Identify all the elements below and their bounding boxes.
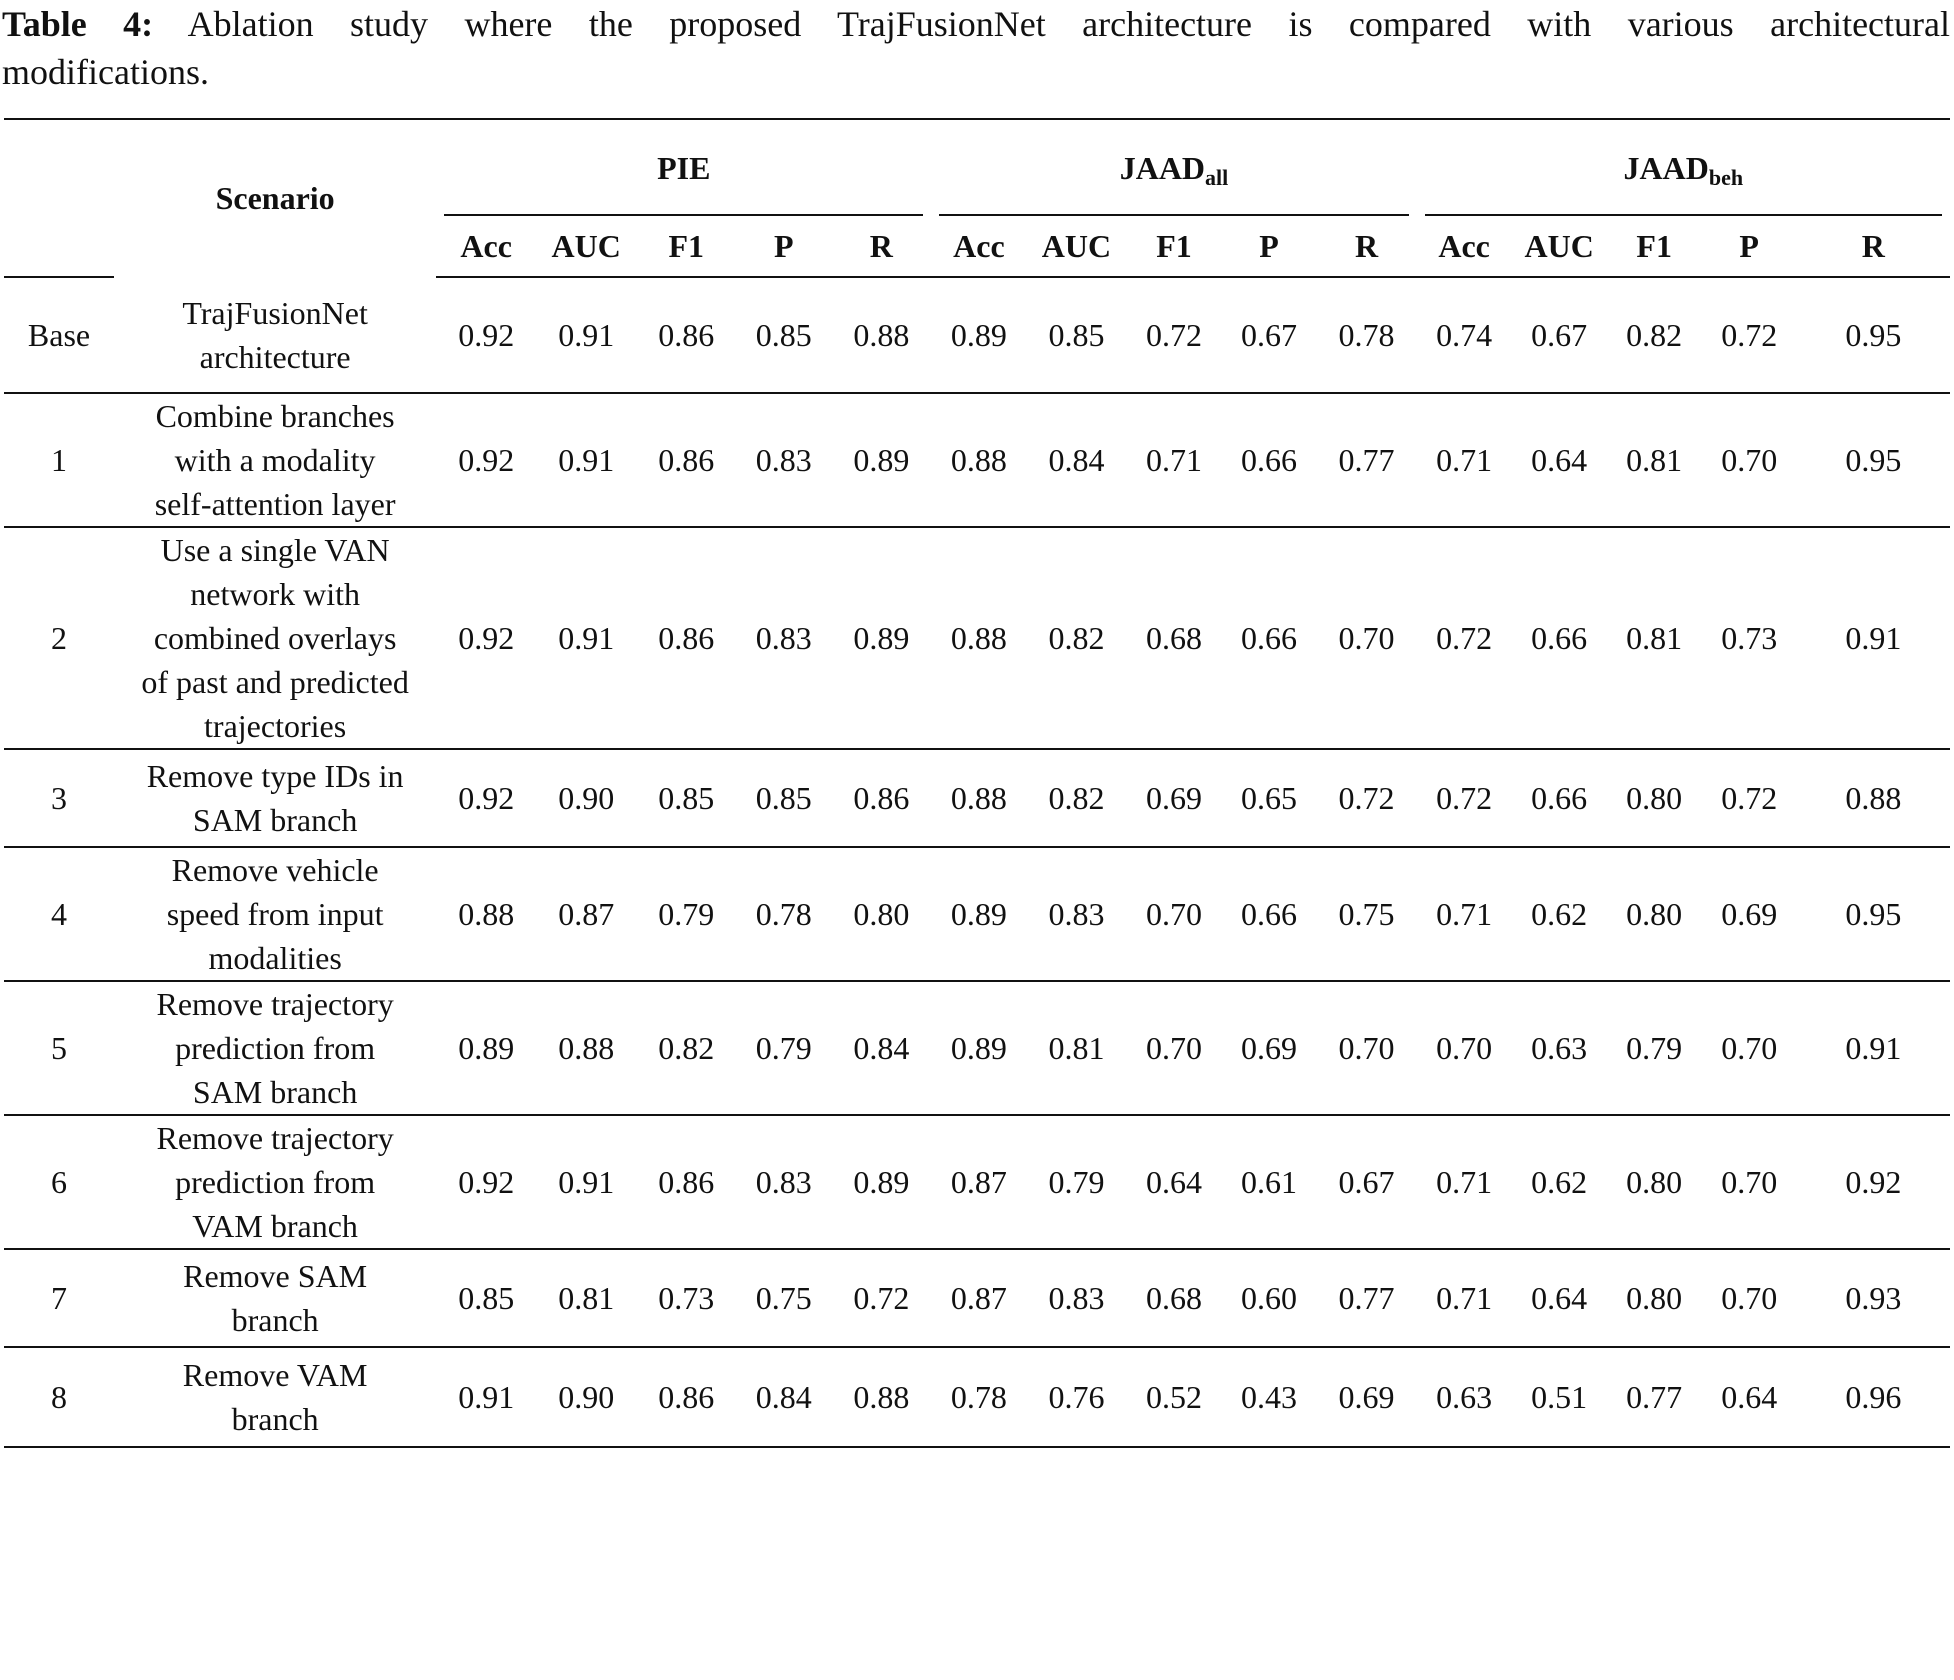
scenario-id: 2 <box>4 527 114 749</box>
metric-value: 0.66 <box>1512 527 1607 749</box>
metric-value: 0.51 <box>1512 1347 1607 1447</box>
metric-value: 0.78 <box>1317 277 1417 393</box>
metric-value: 0.86 <box>636 527 736 749</box>
metric-header-f1: F1 <box>1607 216 1702 277</box>
metric-value: 0.73 <box>1702 527 1797 749</box>
metric-value: 0.72 <box>831 1249 931 1347</box>
metric-value: 0.72 <box>1317 749 1417 847</box>
metric-header-acc: Acc <box>931 216 1026 277</box>
metric-header-p: P <box>736 216 831 277</box>
metric-value: 0.71 <box>1417 1249 1512 1347</box>
metric-value: 0.88 <box>831 277 931 393</box>
scenario-id: 3 <box>4 749 114 847</box>
metric-value: 0.89 <box>931 277 1026 393</box>
scenario-description <box>114 1115 436 1249</box>
header-row-groups <box>4 119 1950 216</box>
metric-value: 0.63 <box>1417 1347 1512 1447</box>
scenario-description-line: modalities <box>208 940 342 976</box>
metric-value: 0.86 <box>636 277 736 393</box>
table-row <box>4 393 1950 527</box>
metric-value: 0.72 <box>1417 749 1512 847</box>
scenario-description-line: TrajFusionNet <box>182 294 368 331</box>
scenario-description <box>114 277 436 393</box>
metric-value: 0.96 <box>1797 1347 1950 1447</box>
metric-header-p: P <box>1702 216 1797 277</box>
metric-value: 0.85 <box>636 749 736 847</box>
metric-value: 0.69 <box>1702 847 1797 981</box>
group-main: JAAD <box>1119 149 1206 186</box>
metric-value: 0.79 <box>1607 981 1702 1115</box>
metric-value: 0.89 <box>831 1115 931 1249</box>
metric-value: 0.81 <box>1026 981 1126 1115</box>
metric-value: 0.78 <box>736 847 831 981</box>
scenario-description-line: Remove trajectory <box>156 986 394 1022</box>
metric-value: 0.43 <box>1221 1347 1316 1447</box>
metric-value: 0.67 <box>1512 277 1607 393</box>
metric-value: 0.90 <box>536 749 636 847</box>
metric-value: 0.60 <box>1221 1249 1316 1347</box>
scenario-description-line: SAM branch <box>192 802 358 838</box>
metric-value: 0.81 <box>536 1249 636 1347</box>
metric-value: 0.92 <box>436 393 536 527</box>
group-main: PIE <box>657 149 711 186</box>
metric-value: 0.88 <box>931 393 1026 527</box>
scenario-description <box>114 981 436 1115</box>
scenario-description-line: Remove SAM <box>183 1258 368 1294</box>
metric-value: 0.83 <box>1026 1249 1126 1347</box>
metric-value: 0.79 <box>736 981 831 1115</box>
metric-value: 0.61 <box>1221 1115 1316 1249</box>
metric-value: 0.91 <box>436 1347 536 1447</box>
metric-value: 0.52 <box>1126 1347 1221 1447</box>
metric-value: 0.71 <box>1126 393 1221 527</box>
metric-value: 0.89 <box>931 847 1026 981</box>
header-group-jaad-all <box>931 119 1416 216</box>
metric-value: 0.77 <box>1607 1347 1702 1447</box>
metric-value: 0.78 <box>931 1347 1026 1447</box>
table-row <box>4 277 1950 393</box>
metric-value: 0.70 <box>1702 981 1797 1115</box>
metric-value: 0.70 <box>1702 1115 1797 1249</box>
table-body <box>4 277 1950 1447</box>
metric-value: 0.70 <box>1417 981 1512 1115</box>
group-sub: beh <box>1708 164 1744 190</box>
scenario-description <box>114 393 436 527</box>
header-id-spacer-2 <box>4 216 114 277</box>
metric-value: 0.82 <box>1026 527 1126 749</box>
metric-value: 0.93 <box>1797 1249 1950 1347</box>
metric-value: 0.89 <box>831 527 931 749</box>
scenario-description-line: Remove VAM <box>182 1357 368 1393</box>
metric-value: 0.88 <box>436 847 536 981</box>
table-row <box>4 1347 1950 1447</box>
metric-value: 0.88 <box>931 749 1026 847</box>
metric-value: 0.84 <box>736 1347 831 1447</box>
metric-value: 0.66 <box>1221 393 1316 527</box>
metric-value: 0.72 <box>1702 749 1797 847</box>
scenario-description-line: prediction from <box>175 1164 376 1200</box>
metric-value: 0.73 <box>636 1249 736 1347</box>
scenario-description-line: architecture <box>199 338 351 375</box>
metric-value: 0.79 <box>636 847 736 981</box>
metric-value: 0.91 <box>1797 981 1950 1115</box>
metric-value: 0.91 <box>536 393 636 527</box>
scenario-description-line: of past and predicted <box>141 664 409 700</box>
group-rule <box>939 214 1408 216</box>
metric-value: 0.95 <box>1797 393 1950 527</box>
scenario-description-line: combined overlays <box>153 620 397 656</box>
scenario-description-line: Use a single VAN <box>160 532 390 568</box>
table-row <box>4 1249 1950 1347</box>
metric-value: 0.87 <box>931 1115 1026 1249</box>
table-row <box>4 527 1950 749</box>
metric-value: 0.89 <box>436 981 536 1115</box>
metric-header-auc: AUC <box>1026 216 1126 277</box>
group-rule <box>444 214 923 216</box>
metric-value: 0.95 <box>1797 277 1950 393</box>
metric-value: 0.64 <box>1512 393 1607 527</box>
metric-value: 0.62 <box>1512 847 1607 981</box>
metric-value: 0.64 <box>1702 1347 1797 1447</box>
scenario-description-line: prediction from <box>175 1030 376 1066</box>
metric-value: 0.83 <box>736 393 831 527</box>
metric-value: 0.89 <box>831 393 931 527</box>
metric-value: 0.95 <box>1797 847 1950 981</box>
metric-value: 0.62 <box>1512 1115 1607 1249</box>
metric-value: 0.83 <box>736 1115 831 1249</box>
metric-value: 0.84 <box>1026 393 1126 527</box>
metric-value: 0.71 <box>1417 847 1512 981</box>
table-row <box>4 749 1950 847</box>
metric-value: 0.69 <box>1221 981 1316 1115</box>
scenario-id: 7 <box>4 1249 114 1347</box>
table-row <box>4 981 1950 1115</box>
metric-value: 0.91 <box>536 277 636 393</box>
metric-header-auc: AUC <box>536 216 636 277</box>
scenario-description-line: speed from input <box>166 896 384 932</box>
metric-header-auc: AUC <box>1512 216 1607 277</box>
metric-value: 0.83 <box>1026 847 1126 981</box>
scenario-description-line: Combine branches <box>155 398 395 434</box>
scenario-description-line: branch <box>231 1401 319 1437</box>
scenario-id: 5 <box>4 981 114 1115</box>
metric-value: 0.88 <box>536 981 636 1115</box>
header-scenario: Scenario <box>114 119 436 277</box>
metric-value: 0.83 <box>736 527 831 749</box>
scenario-id: 6 <box>4 1115 114 1249</box>
metric-value: 0.80 <box>831 847 931 981</box>
metric-value: 0.92 <box>1797 1115 1950 1249</box>
scenario-description-line: network with <box>190 576 360 612</box>
metric-value: 0.88 <box>831 1347 931 1447</box>
scenario-description <box>114 1347 436 1447</box>
metric-value: 0.67 <box>1317 1115 1417 1249</box>
metric-header-r: R <box>1317 216 1417 277</box>
group-rule <box>1425 214 1942 216</box>
metric-value: 0.68 <box>1126 1249 1221 1347</box>
metric-header-f1: F1 <box>1126 216 1221 277</box>
metric-value: 0.86 <box>636 1115 736 1249</box>
scenario-description-line: Remove trajectory <box>156 1120 394 1156</box>
scenario-description-line: SAM branch <box>192 1074 358 1110</box>
metric-value: 0.82 <box>1026 749 1126 847</box>
metric-value: 0.92 <box>436 277 536 393</box>
metric-value: 0.88 <box>1797 749 1950 847</box>
metric-value: 0.91 <box>536 527 636 749</box>
metric-value: 0.77 <box>1317 1249 1417 1347</box>
metric-value: 0.85 <box>736 277 831 393</box>
metric-value: 0.77 <box>1317 393 1417 527</box>
scenario-id: 8 <box>4 1347 114 1447</box>
group-sub: all <box>1205 164 1229 190</box>
metric-value: 0.70 <box>1702 1249 1797 1347</box>
metric-header-acc: Acc <box>436 216 536 277</box>
metric-value: 0.81 <box>1607 393 1702 527</box>
metric-value: 0.85 <box>436 1249 536 1347</box>
metric-value: 0.65 <box>1221 749 1316 847</box>
metric-value: 0.66 <box>1221 847 1316 981</box>
metric-value: 0.80 <box>1607 1115 1702 1249</box>
metric-value: 0.90 <box>536 1347 636 1447</box>
table-row <box>4 847 1950 981</box>
metric-value: 0.72 <box>1126 277 1221 393</box>
scenario-description-line: with a modality <box>174 442 376 478</box>
metric-header-f1: F1 <box>636 216 736 277</box>
scenario-id: Base <box>4 277 114 393</box>
metric-value: 0.88 <box>931 527 1026 749</box>
metric-value: 0.82 <box>1607 277 1702 393</box>
metric-value: 0.71 <box>1417 1115 1512 1249</box>
metric-value: 0.70 <box>1126 981 1221 1115</box>
caption-text-line2: modifications. <box>2 52 209 92</box>
metric-value: 0.79 <box>1026 1115 1126 1249</box>
metric-value: 0.91 <box>1797 527 1950 749</box>
metric-value: 0.72 <box>1702 277 1797 393</box>
caption-line-1 <box>2 0 1950 48</box>
scenario-description <box>114 1249 436 1347</box>
scenario-description <box>114 749 436 847</box>
metric-header-r: R <box>1797 216 1950 277</box>
metric-value: 0.91 <box>536 1115 636 1249</box>
metric-header-p: P <box>1221 216 1316 277</box>
metric-value: 0.66 <box>1512 749 1607 847</box>
metric-value: 0.69 <box>1126 749 1221 847</box>
metric-value: 0.92 <box>436 1115 536 1249</box>
metric-value: 0.75 <box>736 1249 831 1347</box>
metric-value: 0.86 <box>831 749 931 847</box>
metric-value: 0.67 <box>1221 277 1316 393</box>
scenario-id: 4 <box>4 847 114 981</box>
metric-value: 0.70 <box>1317 981 1417 1115</box>
metric-value: 0.70 <box>1126 847 1221 981</box>
metric-value: 0.64 <box>1512 1249 1607 1347</box>
scenario-description <box>114 847 436 981</box>
metric-value: 0.80 <box>1607 1249 1702 1347</box>
metric-value: 0.70 <box>1702 393 1797 527</box>
scenario-description <box>114 527 436 749</box>
header-group-jaad-beh <box>1417 119 1950 216</box>
metric-value: 0.82 <box>636 981 736 1115</box>
metric-value: 0.84 <box>831 981 931 1115</box>
table-caption <box>2 0 1950 96</box>
metric-value: 0.64 <box>1126 1115 1221 1249</box>
metric-value: 0.63 <box>1512 981 1607 1115</box>
metric-value: 0.71 <box>1417 393 1512 527</box>
metric-value: 0.87 <box>536 847 636 981</box>
metric-value: 0.80 <box>1607 847 1702 981</box>
scenario-description-line: Remove type IDs in <box>146 758 404 794</box>
metric-value: 0.86 <box>636 393 736 527</box>
metric-value: 0.72 <box>1417 527 1512 749</box>
metric-value: 0.70 <box>1317 527 1417 749</box>
scenario-description-line: branch <box>231 1302 319 1338</box>
header-id-spacer <box>4 119 114 216</box>
table-row <box>4 1115 1950 1249</box>
metric-value: 0.81 <box>1607 527 1702 749</box>
metric-value: 0.92 <box>436 527 536 749</box>
scenario-description-line: Remove vehicle <box>171 852 379 888</box>
metric-value: 0.92 <box>436 749 536 847</box>
metric-value: 0.86 <box>636 1347 736 1447</box>
metric-value: 0.80 <box>1607 749 1702 847</box>
metric-value: 0.74 <box>1417 277 1512 393</box>
metric-value: 0.69 <box>1317 1347 1417 1447</box>
metric-header-r: R <box>831 216 931 277</box>
metric-value: 0.85 <box>736 749 831 847</box>
caption-label: Table 4: <box>2 4 154 44</box>
scenario-id: 1 <box>4 393 114 527</box>
ablation-table <box>4 118 1950 1448</box>
metric-value: 0.76 <box>1026 1347 1126 1447</box>
metric-value: 0.89 <box>931 981 1026 1115</box>
metric-value: 0.66 <box>1221 527 1316 749</box>
scenario-description-line: VAM branch <box>192 1208 358 1244</box>
metric-value: 0.85 <box>1026 277 1126 393</box>
metric-value: 0.87 <box>931 1249 1026 1347</box>
scenario-description-line: self-attention layer <box>154 486 396 522</box>
metric-value: 0.75 <box>1317 847 1417 981</box>
metric-header-acc: Acc <box>1417 216 1512 277</box>
metric-value: 0.68 <box>1126 527 1221 749</box>
header-group-pie <box>436 119 931 216</box>
caption-text-line1: Ablation study where the proposed TrajFusionNet architecture is compared with various architectural <box>187 4 1950 44</box>
group-main: JAAD <box>1623 149 1709 186</box>
scenario-description-line: trajectories <box>204 708 347 744</box>
